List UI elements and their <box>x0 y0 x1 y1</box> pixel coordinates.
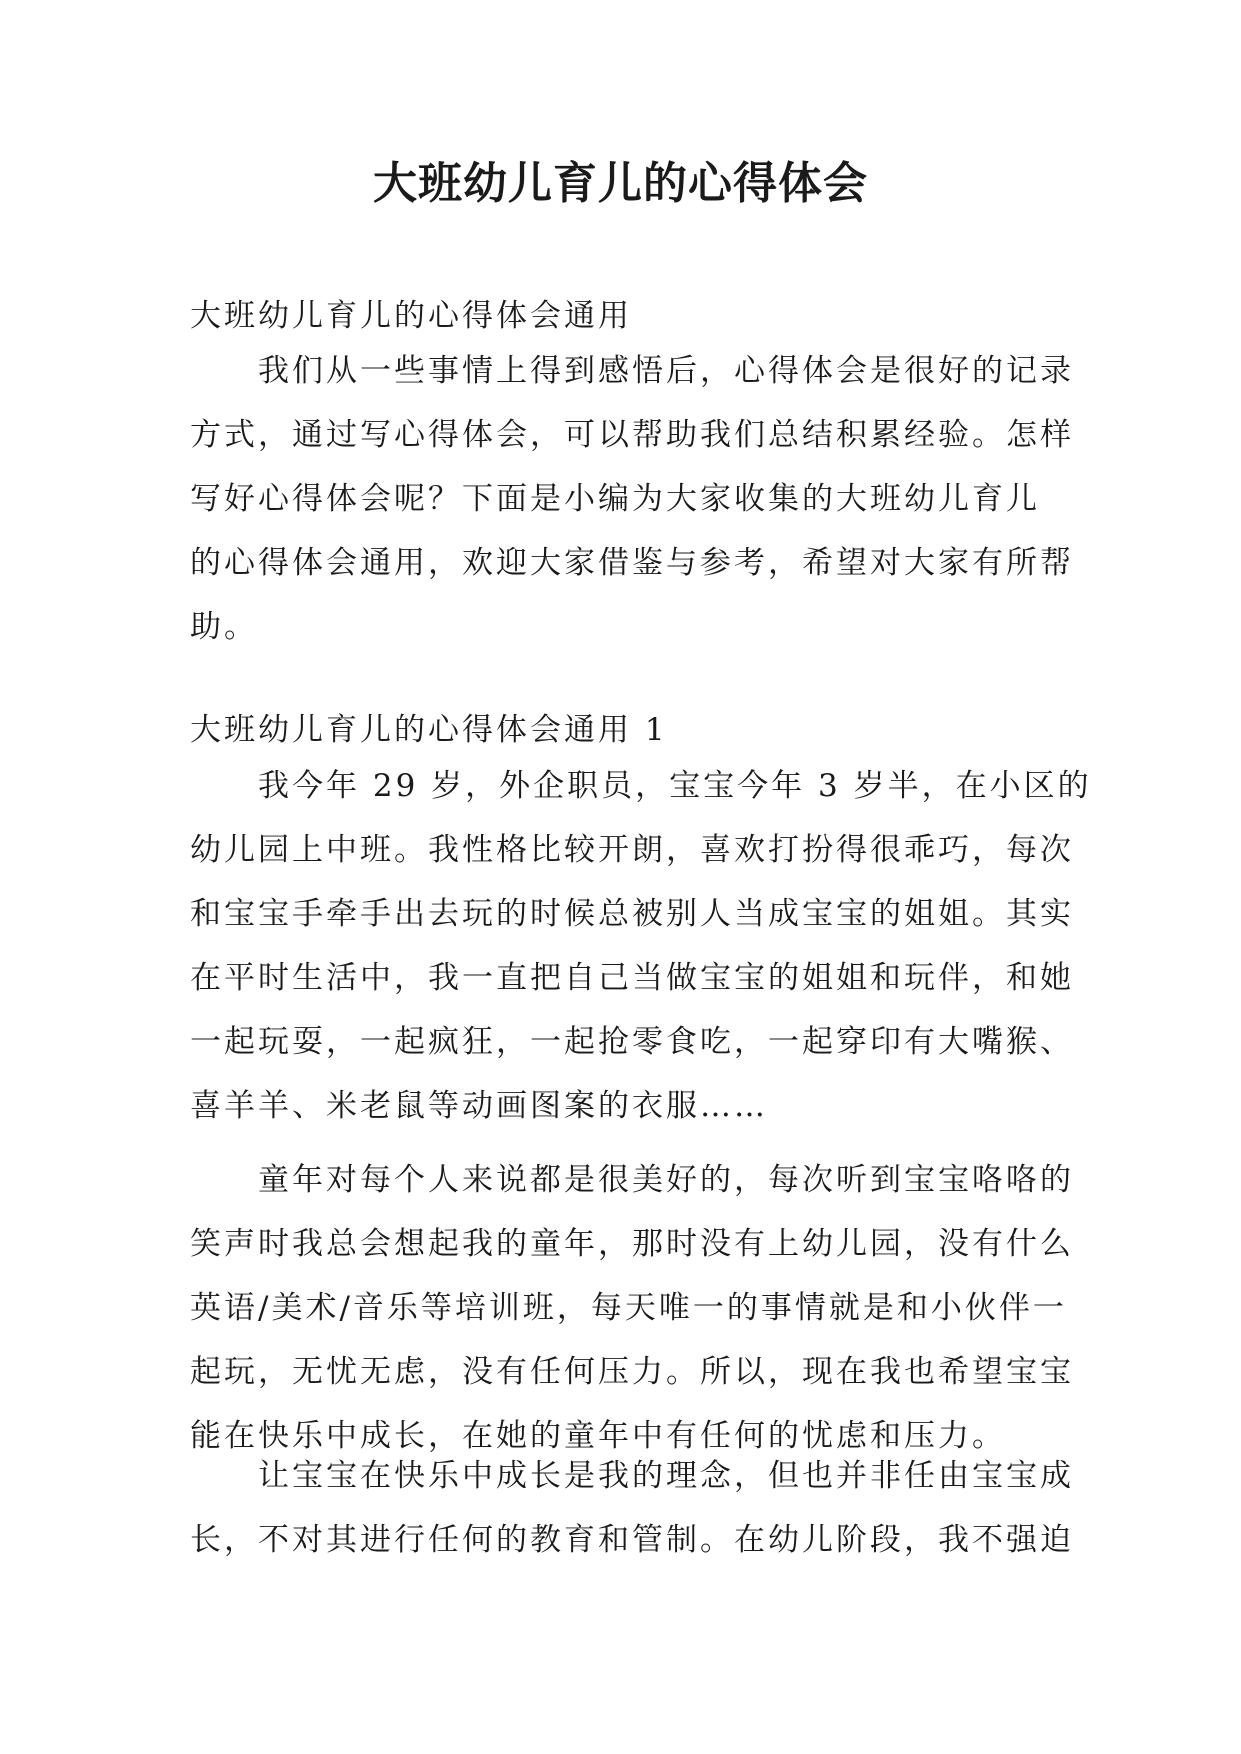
section1-paragraph-1 <box>190 754 1092 1138</box>
paragraph-line: 在平时生活中，我一直把自己当做宝宝的姐姐和玩伴，和她 <box>190 960 1074 996</box>
document-title: 大班幼儿育儿的心得体会 <box>373 158 868 209</box>
section1-heading <box>190 698 1060 762</box>
paragraph-line: 起玩，无忧无虑，没有任何压力。所以，现在我也希望宝宝 <box>190 1354 1074 1390</box>
section1-paragraph-2 <box>190 1148 1074 1468</box>
intro-line: 的心得体会通用，欢迎大家借鉴与参考，希望对大家有所帮 <box>190 545 1074 581</box>
intro-paragraph <box>190 339 1074 659</box>
section1-paragraph-3 <box>190 1444 1074 1572</box>
intro-line: 方式，通过写心得体会，可以帮助我们总结积累经验。怎样 <box>190 417 1074 453</box>
paragraph-line: 喜羊羊、米老鼠等动画图案的衣服…… <box>190 1088 768 1124</box>
paragraph-line: 让宝宝在快乐中成长是我的理念，但也并非任由宝宝成 <box>258 1458 1074 1494</box>
paragraph-line: 英语/美术/音乐等培训班，每天唯一的事情就是和小伙伴一 <box>190 1290 1067 1326</box>
paragraph-line: 一起玩耍，一起疯狂，一起抢零食吃，一起穿印有大嘴猴、 <box>190 1024 1074 1060</box>
paragraph-line: 幼儿园上中班。我性格比较开朗，喜欢打扮得很乖巧，每次 <box>190 832 1074 868</box>
intro-line: 我们从一些事情上得到感悟后，心得体会是很好的记录 <box>258 353 1074 389</box>
paragraph-line: 笑声时我总会想起我的童年，那时没有上幼儿园，没有什么 <box>190 1226 1074 1262</box>
paragraph-line: 能在快乐中成长，在她的童年中有任何的忧虑和压力。 <box>190 1418 1006 1454</box>
intro-line: 助。 <box>190 609 258 645</box>
paragraph-line: 和宝宝手牵手出去玩的时候总被别人当成宝宝的姐姐。其实 <box>190 896 1074 932</box>
intro-heading-text: 大班幼儿育儿的心得体会通用 <box>190 298 632 334</box>
paragraph-line: 长，不对其进行任何的教育和管制。在幼儿阶段，我不强迫 <box>190 1522 1074 1558</box>
section1-heading-text: 大班幼儿育儿的心得体会通用 1 <box>190 712 668 748</box>
paragraph-line: 童年对每个人来说都是很美好的，每次听到宝宝咯咯的 <box>258 1162 1074 1198</box>
intro-line: 写好心得体会呢？下面是小编为大家收集的大班幼儿育儿 <box>190 481 1040 517</box>
paragraph-line: 我今年 29 岁，外企职员，宝宝今年 3 岁半，在小区的 <box>258 768 1092 804</box>
